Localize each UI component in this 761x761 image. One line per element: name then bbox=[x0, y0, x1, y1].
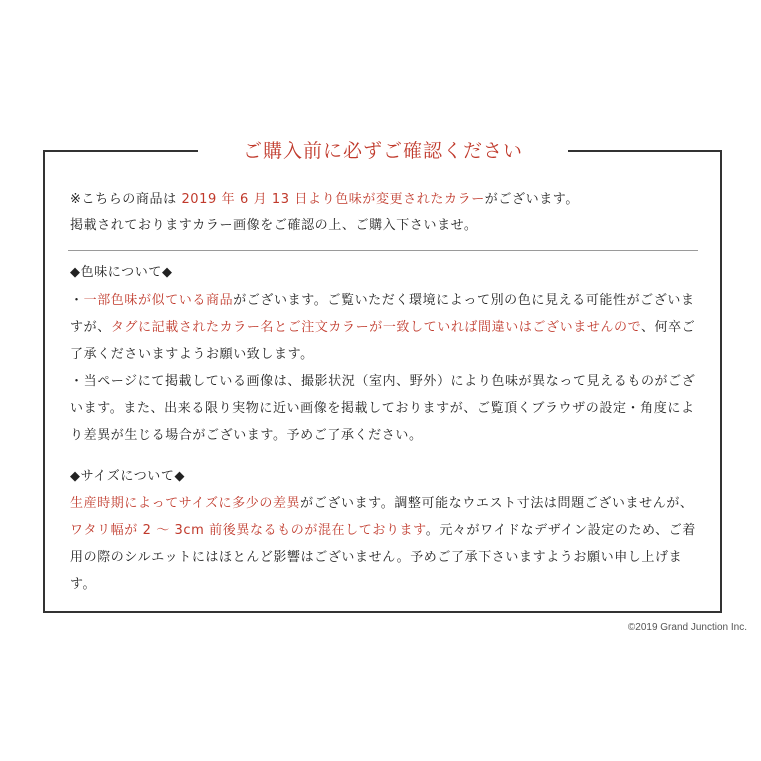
color-bullet-1-marker: ・ bbox=[70, 293, 84, 308]
color-section-heading: ◆色味について◆ bbox=[70, 265, 173, 280]
color-bullet-1-text-1: がございます。ご覧いただく環境によって別の色に見える可能性がございますが、 bbox=[70, 293, 695, 335]
intro-line-1-highlight: 2019 年 6 月 13 日より色味が変更されたカラー bbox=[181, 192, 485, 207]
color-section-body bbox=[70, 287, 700, 449]
size-highlight-1: 生産時期によってサイズに多少の差異 bbox=[70, 496, 301, 511]
color-bullet-2: ・当ページにて掲載している画像は、撮影状況（室内、野外）により色味が異なって見えるものがございます。また、出来る限り実物に近い画像を掲載しておりますが、ご覧頂くブラウザの設定・角度により差異が生じる場合がございます。予めご了承ください。 bbox=[70, 374, 696, 443]
intro-line-1-suffix: がございます。 bbox=[484, 192, 579, 207]
size-text-1: がございます。調整可能なウエスト寸法は問題ございませんが、 bbox=[300, 496, 694, 511]
color-bullet-1-highlight-2: タグに記載されたカラー名とご注文カラーが一致していれば間違いはございませんので bbox=[110, 320, 641, 335]
color-bullet-1-text-2: 、何卒ご了承くださいますようお願い致します。 bbox=[70, 320, 696, 362]
intro-line-2: 掲載されておりますカラー画像をご確認の上、ご購入下さいませ。 bbox=[70, 218, 478, 233]
intro-line-1-prefix: ※こちらの商品は bbox=[70, 192, 182, 207]
size-section-heading: ◆サイズについて◆ bbox=[70, 469, 186, 484]
size-text-2: 。元々がワイドなデザイン設定のため、ご着用の際のシルエットにはほとんど影響はございません。予めご了承下さいますようお願い申し上げます。 bbox=[70, 523, 696, 592]
color-bullet-1-highlight-1: 一部色味が似ている商品 bbox=[83, 293, 234, 308]
color-bullet-1 bbox=[70, 287, 700, 368]
size-section-body bbox=[70, 490, 700, 598]
section-divider bbox=[68, 250, 698, 251]
copyright-text: ©2019 Grand Junction Inc. bbox=[627, 622, 747, 633]
size-highlight-2: ワタリ幅が 2 ～ 3cm 前後異なるものが混在しております bbox=[70, 523, 426, 538]
notice-title: ご購入前に必ずご確認ください bbox=[198, 136, 568, 166]
intro-line-1 bbox=[70, 186, 700, 213]
